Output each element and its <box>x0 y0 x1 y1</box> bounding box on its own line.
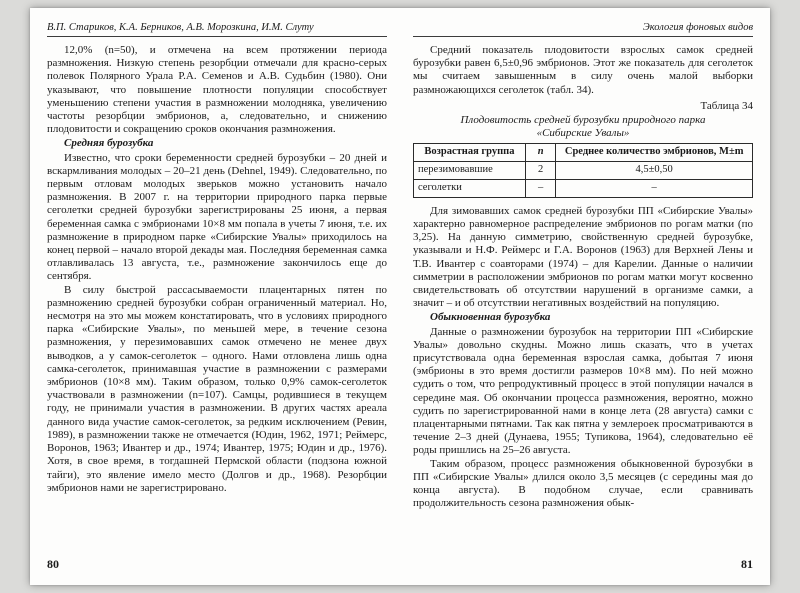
cell-n: 2 <box>525 162 556 180</box>
paragraph: Средний показатель плодовитости взрослых самок средней бурозубки равен 6,5±0,96 эмбрионов. Этот же показатель для сеголеток мы считаем завышенным в силу очень малой выборки размножающихся сеголеток (табл. 34). <box>413 44 753 96</box>
running-head-book-title: Экология фоновых видов <box>413 21 753 37</box>
table-row <box>414 162 753 180</box>
paragraph: Для зимовавших самок средней бурозубки ПП «Сибирские Увалы» характерно равномерное распределение эмбрионов по рогам матки (по 3,25). На данную симметрию, свойственную средней бурозубке, указывали и Н.Ф. Реймерс и Г.А. Воронов (1963) для Верхней Лены и Т.В. Ивантер с соавторами (1974) – для Карелии. Данные о наличии симметрии в расположении эмбрионов по рогам матки могут косвенно свидетельствовать об отсутствии нарушений в организме самки, а значит – и об отсутствии негативных воздействий на популяцию. <box>413 204 753 310</box>
column-header-n: n <box>525 144 556 162</box>
page-number-81: 81 <box>741 557 753 571</box>
page-81-body <box>413 44 753 510</box>
table-header-row <box>414 144 753 162</box>
page-number-80: 80 <box>47 557 59 571</box>
section-heading-obyknovennaya-burozubka: Обыкновенная бурозубка <box>430 311 551 324</box>
paragraph: В силу быстрой рассасываемости плацентарных пятен по размножению средней бурозубки собран ограниченный материал. Но, несмотря на это мы можем констатировать, что в условиях природного парка «Сибирские Увалы», по меньшей мере, в течение сезона размножения, у перезимовавших самок отмечено не менее двух выводков, а у самок-сеголеток – одного. Нами отловлена лишь одна самка-сеголеток, принимавшая участие в размножении с размерами эмбрионов (10×8 мм). Таким образом, только 0,9% самок-сеголеток участвовали в размножении (n=107). Самцы, родившиеся в текущем году, не принимали участия в размножении. В других частях ареала данного вида участие самок-сеголеток, за редким исключением (Ревин, 1989), в размножении также не отмечается (Юдин, 1962, 1971; Реймерс, Воронов, 1963; Ивантер и др., 1974; Ивантер, 1975; Юдин и др., 1976). Хотя, в свое время, в тогдашней Пермской области (подзона южной тайги), это явление имело место (Долгов и др., 1968). Резорбции эмбрионов нами не зарегистрировано. <box>47 283 387 494</box>
paragraph: Известно, что сроки беременности средней бурозубки – 20 дней и вскармливания молодых – 20–21 день (Dehnel, 1949). Следовательно, по первым отловам молодых зверьков можно установить начало размножения. В 2007 г. на территории природного парка первые сеголетки средней бурозубки зарегистрированы 25 июня, а первая беременная самка с эмбрионами 10×8 мм попала в учеты 7 июня, т.е. их размножение в природном парке «Сибирские Увалы» приходилось на конец первой – начало второй декады мая. Последняя беременная самка отлавливалась 13 августа, т.е., размножение закончилось еще до сентября. <box>47 151 387 283</box>
running-head-authors: В.П. Стариков, К.А. Берников, А.В. Морозкина, И.М. Слуту <box>47 21 387 37</box>
paragraph: 12,0% (n=50), и отмечена на всем протяжении периода размножения. Низкую степень резорбции отмечали для красно-серых полевок Полярного Урала Р.А. Семенов и А.В. Судьбин (1980). Они указывают, что повышение плотности популяции способствует уменьшению степени участия в размножении молодняка, увеличению частоты резорбции эмбрионов, а, следовательно, и снижению плодовитости и сокращению сроков окончания размножения. <box>47 44 387 136</box>
table-34-label: Таблица 34 <box>700 99 753 112</box>
column-header-age-group: Возрастная группа <box>414 144 526 162</box>
cell-age-group: сеголетки <box>414 180 526 198</box>
cell-mean: – <box>556 180 753 198</box>
table-34-caption: Плодовитость средней бурозубки природного парка «Сибирские Увалы» <box>460 114 706 140</box>
table-row <box>414 180 753 198</box>
page-80 <box>30 8 400 585</box>
cell-age-group: перезимовавшие <box>414 162 526 180</box>
column-header-mean-embryos: Среднее количество эмбрионов, M±m <box>556 144 753 162</box>
cell-n: – <box>525 180 556 198</box>
page-80-body <box>47 44 387 495</box>
book-spread <box>30 8 770 585</box>
paragraph: Таким образом, процесс размножения обыкновенной бурозубки в ПП «Сибирские Увалы» длился около 3,5 месяцев (с середины мая до конца августа). В подобном случае, если сравнивать продолжительность сезона размножения обык- <box>413 457 753 510</box>
page-81 <box>400 8 770 585</box>
section-heading-srednyaya-burozubka: Средняя бурозубка <box>64 137 154 150</box>
table-34 <box>413 143 753 197</box>
paragraph: Данные о размножении бурозубок на территории ПП «Сибирские Увалы» довольно скудны. Можно лишь сказать, что в учетах присутствовала одна беременная взрослая самка, добытая 7 июня (эмбрионы в это время достигли размеров 10×8 мм). По ней можно судить о том, что репродуктивный процесс в этой популяции начался в середине мая. Об окончании процесса размножения, вероятно, можно судить по зарегистрированной нами в конце лета (28 августа) самки с плацентарными пятнами. Так как пятна у землероек просматриваются в течение 2–3 дней (Дунаева, 1955; Тупикова, 1964), следовательно её роды пришлись на 25–26 августа. <box>413 325 753 457</box>
cell-mean: 4,5±0,50 <box>556 162 753 180</box>
